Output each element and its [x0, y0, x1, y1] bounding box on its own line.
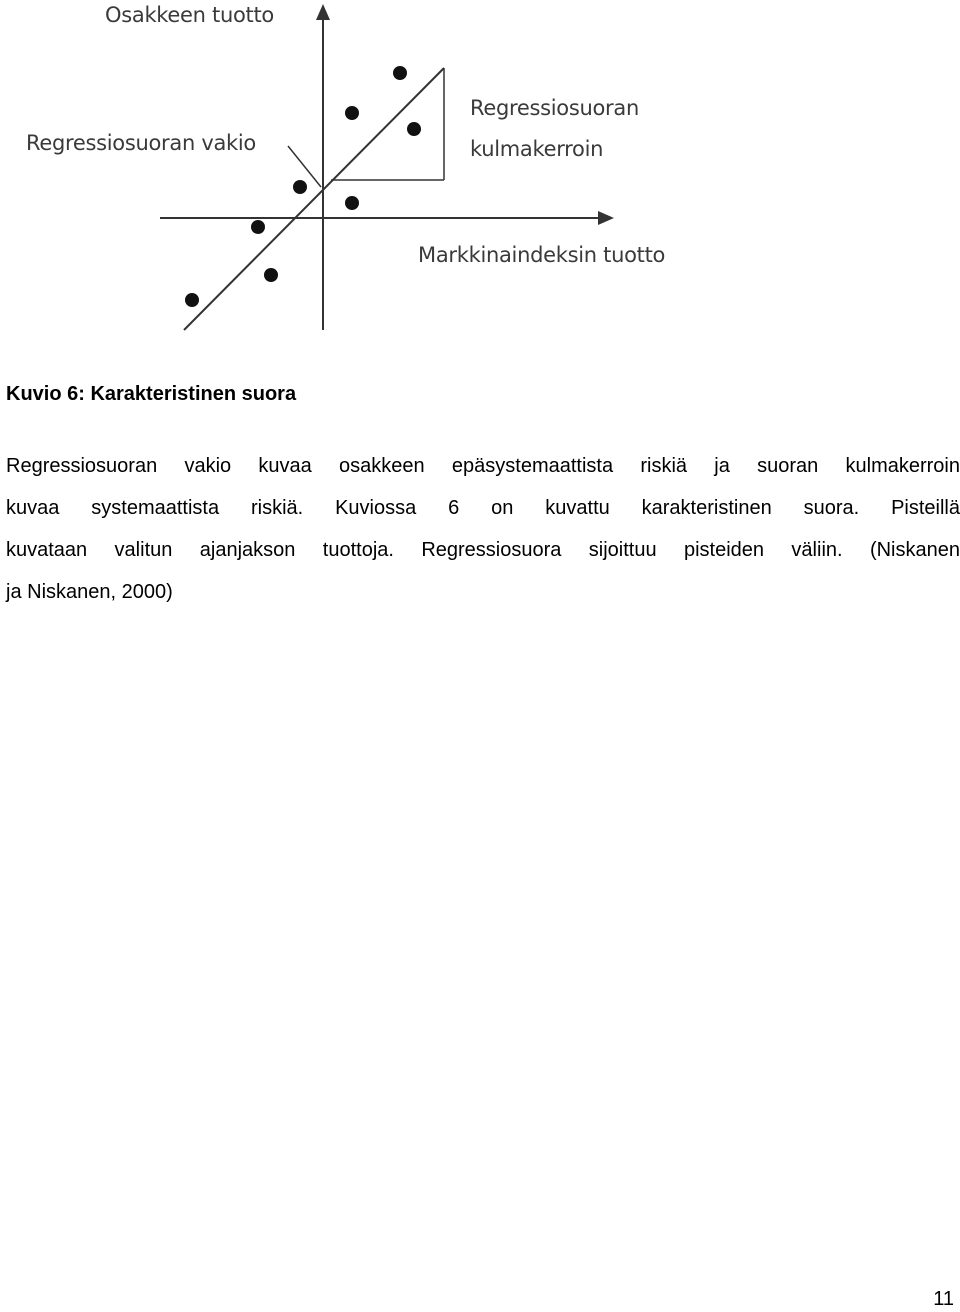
paragraph-line: kuvaa systemaattista riskiä. Kuviossa 6 on kuvattu karakteristinen suora. Pisteillä — [6, 497, 960, 519]
figure-caption: Kuvio 6: Karakteristinen suora — [6, 383, 297, 405]
intercept-pointer — [288, 146, 321, 187]
slope-label-line1: Regressiosuoran — [470, 96, 639, 120]
observation-point — [264, 268, 278, 282]
observation-point — [345, 106, 359, 120]
paragraph-line: ja Niskanen, 2000) — [6, 581, 173, 603]
slope-label-line2: kulmakerroin — [470, 137, 604, 161]
regression-line — [184, 68, 444, 330]
y-axis-arrowhead — [316, 4, 330, 20]
characteristic-line-figure — [0, 0, 960, 345]
x-axis-arrowhead — [598, 211, 614, 225]
observation-point — [345, 196, 359, 210]
observation-point — [393, 66, 407, 80]
x-axis-label: Markkinaindeksin tuotto — [418, 243, 666, 267]
figure-drawing — [0, 0, 960, 345]
page-number: 11 — [933, 1288, 954, 1310]
observation-point — [293, 180, 307, 194]
observation-point — [407, 122, 421, 136]
observation-point — [251, 220, 265, 234]
y-axis-label: Osakkeen tuotto — [105, 3, 274, 27]
body-paragraph — [6, 445, 960, 613]
paragraph-line: kuvataan valitun ajanjakson tuottoja. Regressiosuora sijoittuu pisteiden väliin. (Niskanen — [6, 539, 960, 561]
observation-points — [185, 66, 421, 307]
observation-point — [185, 293, 199, 307]
intercept-label: Regressiosuoran vakio — [26, 131, 256, 155]
paragraph-line: Regressiosuoran vakio kuvaa osakkeen epäsystemaattista riskiä ja suoran kulmakerroin — [6, 455, 960, 477]
